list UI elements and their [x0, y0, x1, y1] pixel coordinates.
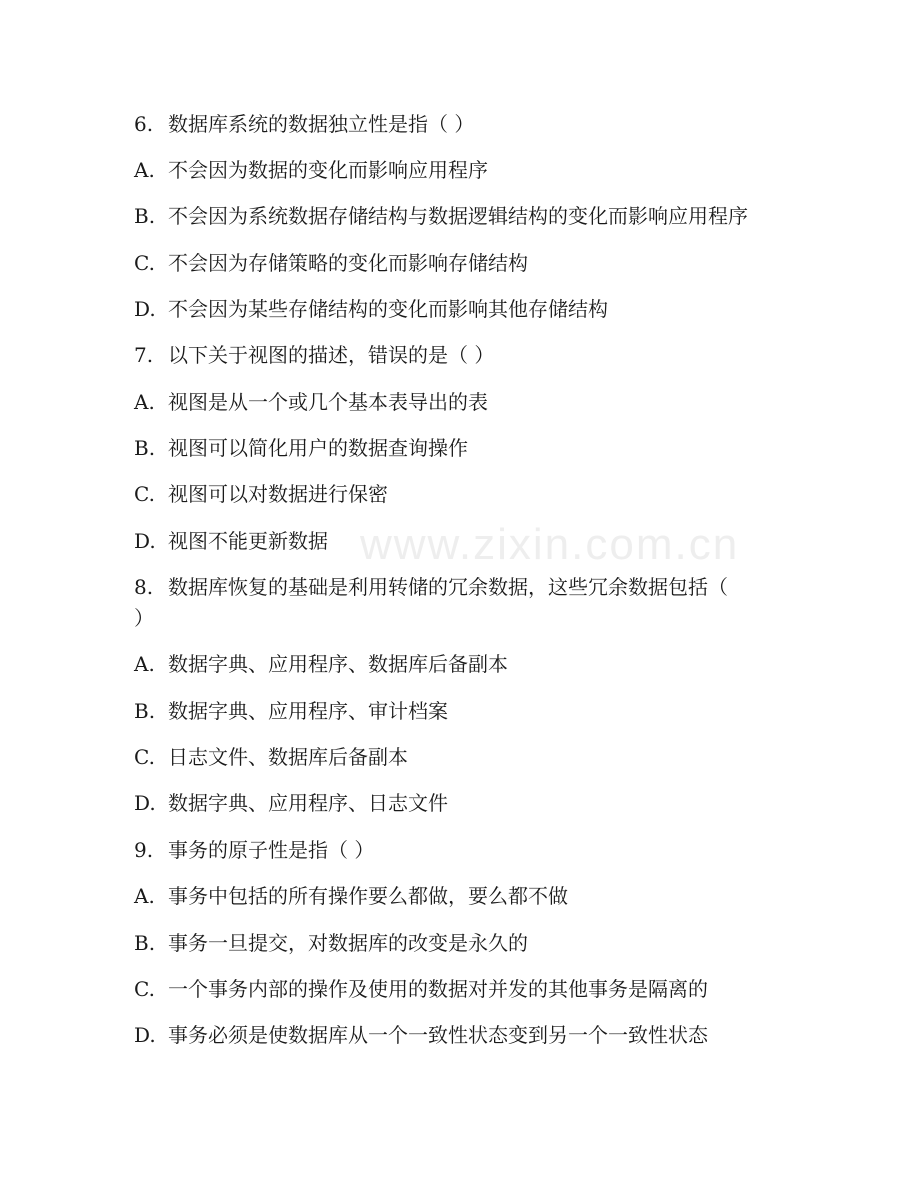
option-label: C.: [134, 977, 155, 1001]
question-number: 9.: [134, 838, 154, 862]
option-text: 不会因为存储策略的变化而影响存储结构: [168, 251, 528, 275]
option-text: 视图是从一个或几个基本表导出的表: [168, 390, 488, 414]
option-6b: [134, 204, 748, 228]
option-text: 视图可以简化用户的数据查询操作: [168, 436, 468, 460]
option-label: B.: [134, 204, 156, 228]
option-text: 事务必须是使数据库从一个一致性状态变到另一个一致性状态: [168, 1023, 708, 1047]
option-6c: [134, 251, 528, 275]
option-6a: [134, 158, 488, 182]
option-label: A.: [134, 390, 155, 414]
question-9: [134, 838, 374, 862]
option-8d: [134, 791, 448, 815]
option-text: 数据字典、应用程序、审计档案: [168, 699, 448, 723]
option-label: D.: [134, 1023, 156, 1047]
question-text: ）: [134, 606, 154, 630]
option-label: C.: [134, 482, 155, 506]
option-text: 事务中包括的所有操作要么都做，要么都不做: [168, 884, 568, 908]
question-number: 8.: [134, 575, 154, 599]
question-7: [134, 343, 494, 367]
option-9a: [134, 884, 568, 908]
option-label: B.: [134, 931, 156, 955]
option-text: 数据字典、应用程序、日志文件: [168, 791, 448, 815]
option-label: D.: [134, 791, 156, 815]
option-9b: [134, 931, 528, 955]
option-7d: [134, 529, 328, 553]
option-8b: [134, 699, 448, 723]
option-label: A.: [134, 884, 155, 908]
option-7a: [134, 390, 488, 414]
watermark: www.zixin.com.cn: [360, 520, 740, 569]
option-text: 不会因为数据的变化而影响应用程序: [168, 158, 488, 182]
option-label: D.: [134, 297, 156, 321]
option-label: B.: [134, 699, 156, 723]
option-7c: [134, 482, 388, 506]
option-label: A.: [134, 158, 155, 182]
option-8c: [134, 745, 408, 769]
option-text: 事务一旦提交，对数据库的改变是永久的: [168, 931, 528, 955]
option-label: C.: [134, 251, 155, 275]
question-text: 以下关于视图的描述，错误的是（ ）: [168, 343, 495, 367]
option-label: C.: [134, 745, 155, 769]
option-label: A.: [134, 652, 155, 676]
option-8a: [134, 652, 508, 676]
option-label: B.: [134, 436, 156, 460]
question-8: [134, 575, 728, 599]
option-label: D.: [134, 529, 156, 553]
option-text: 一个事务内部的操作及使用的数据对并发的其他事务是隔离的: [168, 977, 708, 1001]
option-text: 视图不能更新数据: [168, 529, 328, 553]
question-text: 事务的原子性是指（ ）: [168, 838, 375, 862]
question-number: 6.: [134, 112, 154, 136]
question-6: [134, 112, 474, 136]
option-text: 视图可以对数据进行保密: [168, 482, 388, 506]
option-text: 不会因为系统数据存储结构与数据逻辑结构的变化而影响应用程序: [168, 204, 748, 228]
option-text: 不会因为某些存储结构的变化而影响其他存储结构: [168, 297, 608, 321]
option-6d: [134, 297, 608, 321]
question-number: 7.: [134, 343, 154, 367]
option-text: 日志文件、数据库后备副本: [168, 745, 408, 769]
question-8-continuation: [134, 606, 154, 630]
option-text: 数据字典、应用程序、数据库后备副本: [168, 652, 508, 676]
option-9d: [134, 1023, 708, 1047]
question-text: 数据库系统的数据独立性是指（ ）: [168, 112, 475, 136]
option-7b: [134, 436, 468, 460]
option-9c: [134, 977, 708, 1001]
question-text: 数据库恢复的基础是利用转储的冗余数据，这些冗余数据包括（: [168, 575, 728, 599]
